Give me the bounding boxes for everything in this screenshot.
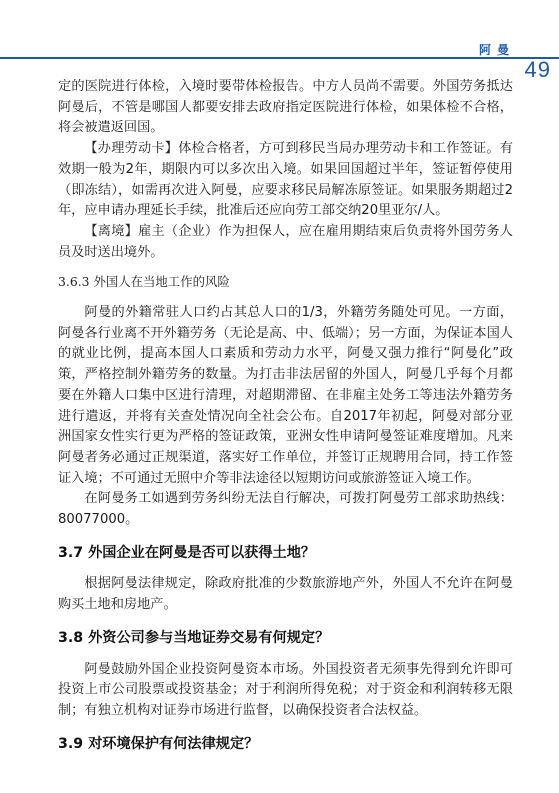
paragraph-medical-exam: 定的医院进行体检，入境时要带体检报告。中方人员尚不需要。外国劳务抵达阿曼后，不管是哪国人都要安排去政府指定医院进行体检，如果体检不合格，将会被遣返回国。	[58, 79, 513, 136]
section-heading-3-7: 3.7 外国企业在阿曼是否可以获得土地？	[58, 544, 316, 561]
paragraph-labor-card: 【办理劳动卡】体检合格者，方可到移民当局办理劳动卡和工作签证。有效期一般为2年，期限内可以多次出入境。如果回国超过半年，签证暂停使用（即冻结），如需再次进入阿曼，应要求移民局解冻原签证。如果服务期超过2年，应申请办理延长手续，批准后还应向劳工部交纳20里亚尔/人。	[58, 141, 513, 219]
paragraph-work-risk: 阿曼的外籍常驻人口约占其总人口的1/3，外籍劳务随处可见。一方面，阿曼各行业离不开外籍劳务（无论是高、中、低端）；另一方面，为保证本国人的就业比例，提高本国人口素质和劳动力水平，阿曼又强力推行“阿曼化”政策，严格控制外籍劳务的数量。为打击非法居留的外国人，阿曼几乎每个月都要在外籍人口集中区进行清理，对超期滞留、在非雇主处务工等违法外籍劳务进行遣返，并将有关查处情况向全社会公布。自2017年初起，阿曼对部分亚洲国家女性实行更为严格的签证政策，亚洲女性申请阿曼签证难度增加。凡来阿曼者务必通过正规渠道，落实好工作单位，并签订正规聘用合同，持工作签证入境；不可通过无照中介等非法途径以短期访问或旅游签证入境工作。	[58, 305, 513, 486]
subsection-heading-3-6-3: 3.6.3 外国人在当地工作的风险	[58, 274, 230, 290]
page-number: 49	[524, 57, 551, 82]
running-head: 阿曼	[478, 43, 515, 57]
section-heading-3-9: 3.9 对环境保护有何法律规定？	[58, 735, 259, 752]
header-rule	[0, 44, 559, 59]
paragraph-securities: 阿曼鼓励外国企业投资阿曼资本市场。外国投资者无须事先得到允许即可投资上市公司股票或投资基金；对于利润所得免税；对于资金和利润转移无限制；有独立机构对证券市场进行监督，以确保投资者合法权益。	[58, 661, 513, 718]
paragraph-land: 根据阿曼法律规定，除政府批准的少数旅游地产外，外国人不允许在阿曼购买土地和房地产。	[58, 576, 513, 613]
paragraph-departure: 【离境】雇主（企业）作为担保人，应在雇用期结束后负责将外国劳务人员及时送出境外。	[58, 223, 513, 260]
section-heading-3-8: 3.8 外资公司参与当地证券交易有何规定？	[58, 629, 330, 646]
paragraph-hotline: 在阿曼务工如遇到劳务纠纷无法自行解决，可拨打阿曼劳工部求助热线：80077000。	[58, 491, 513, 528]
page-body	[58, 77, 513, 765]
